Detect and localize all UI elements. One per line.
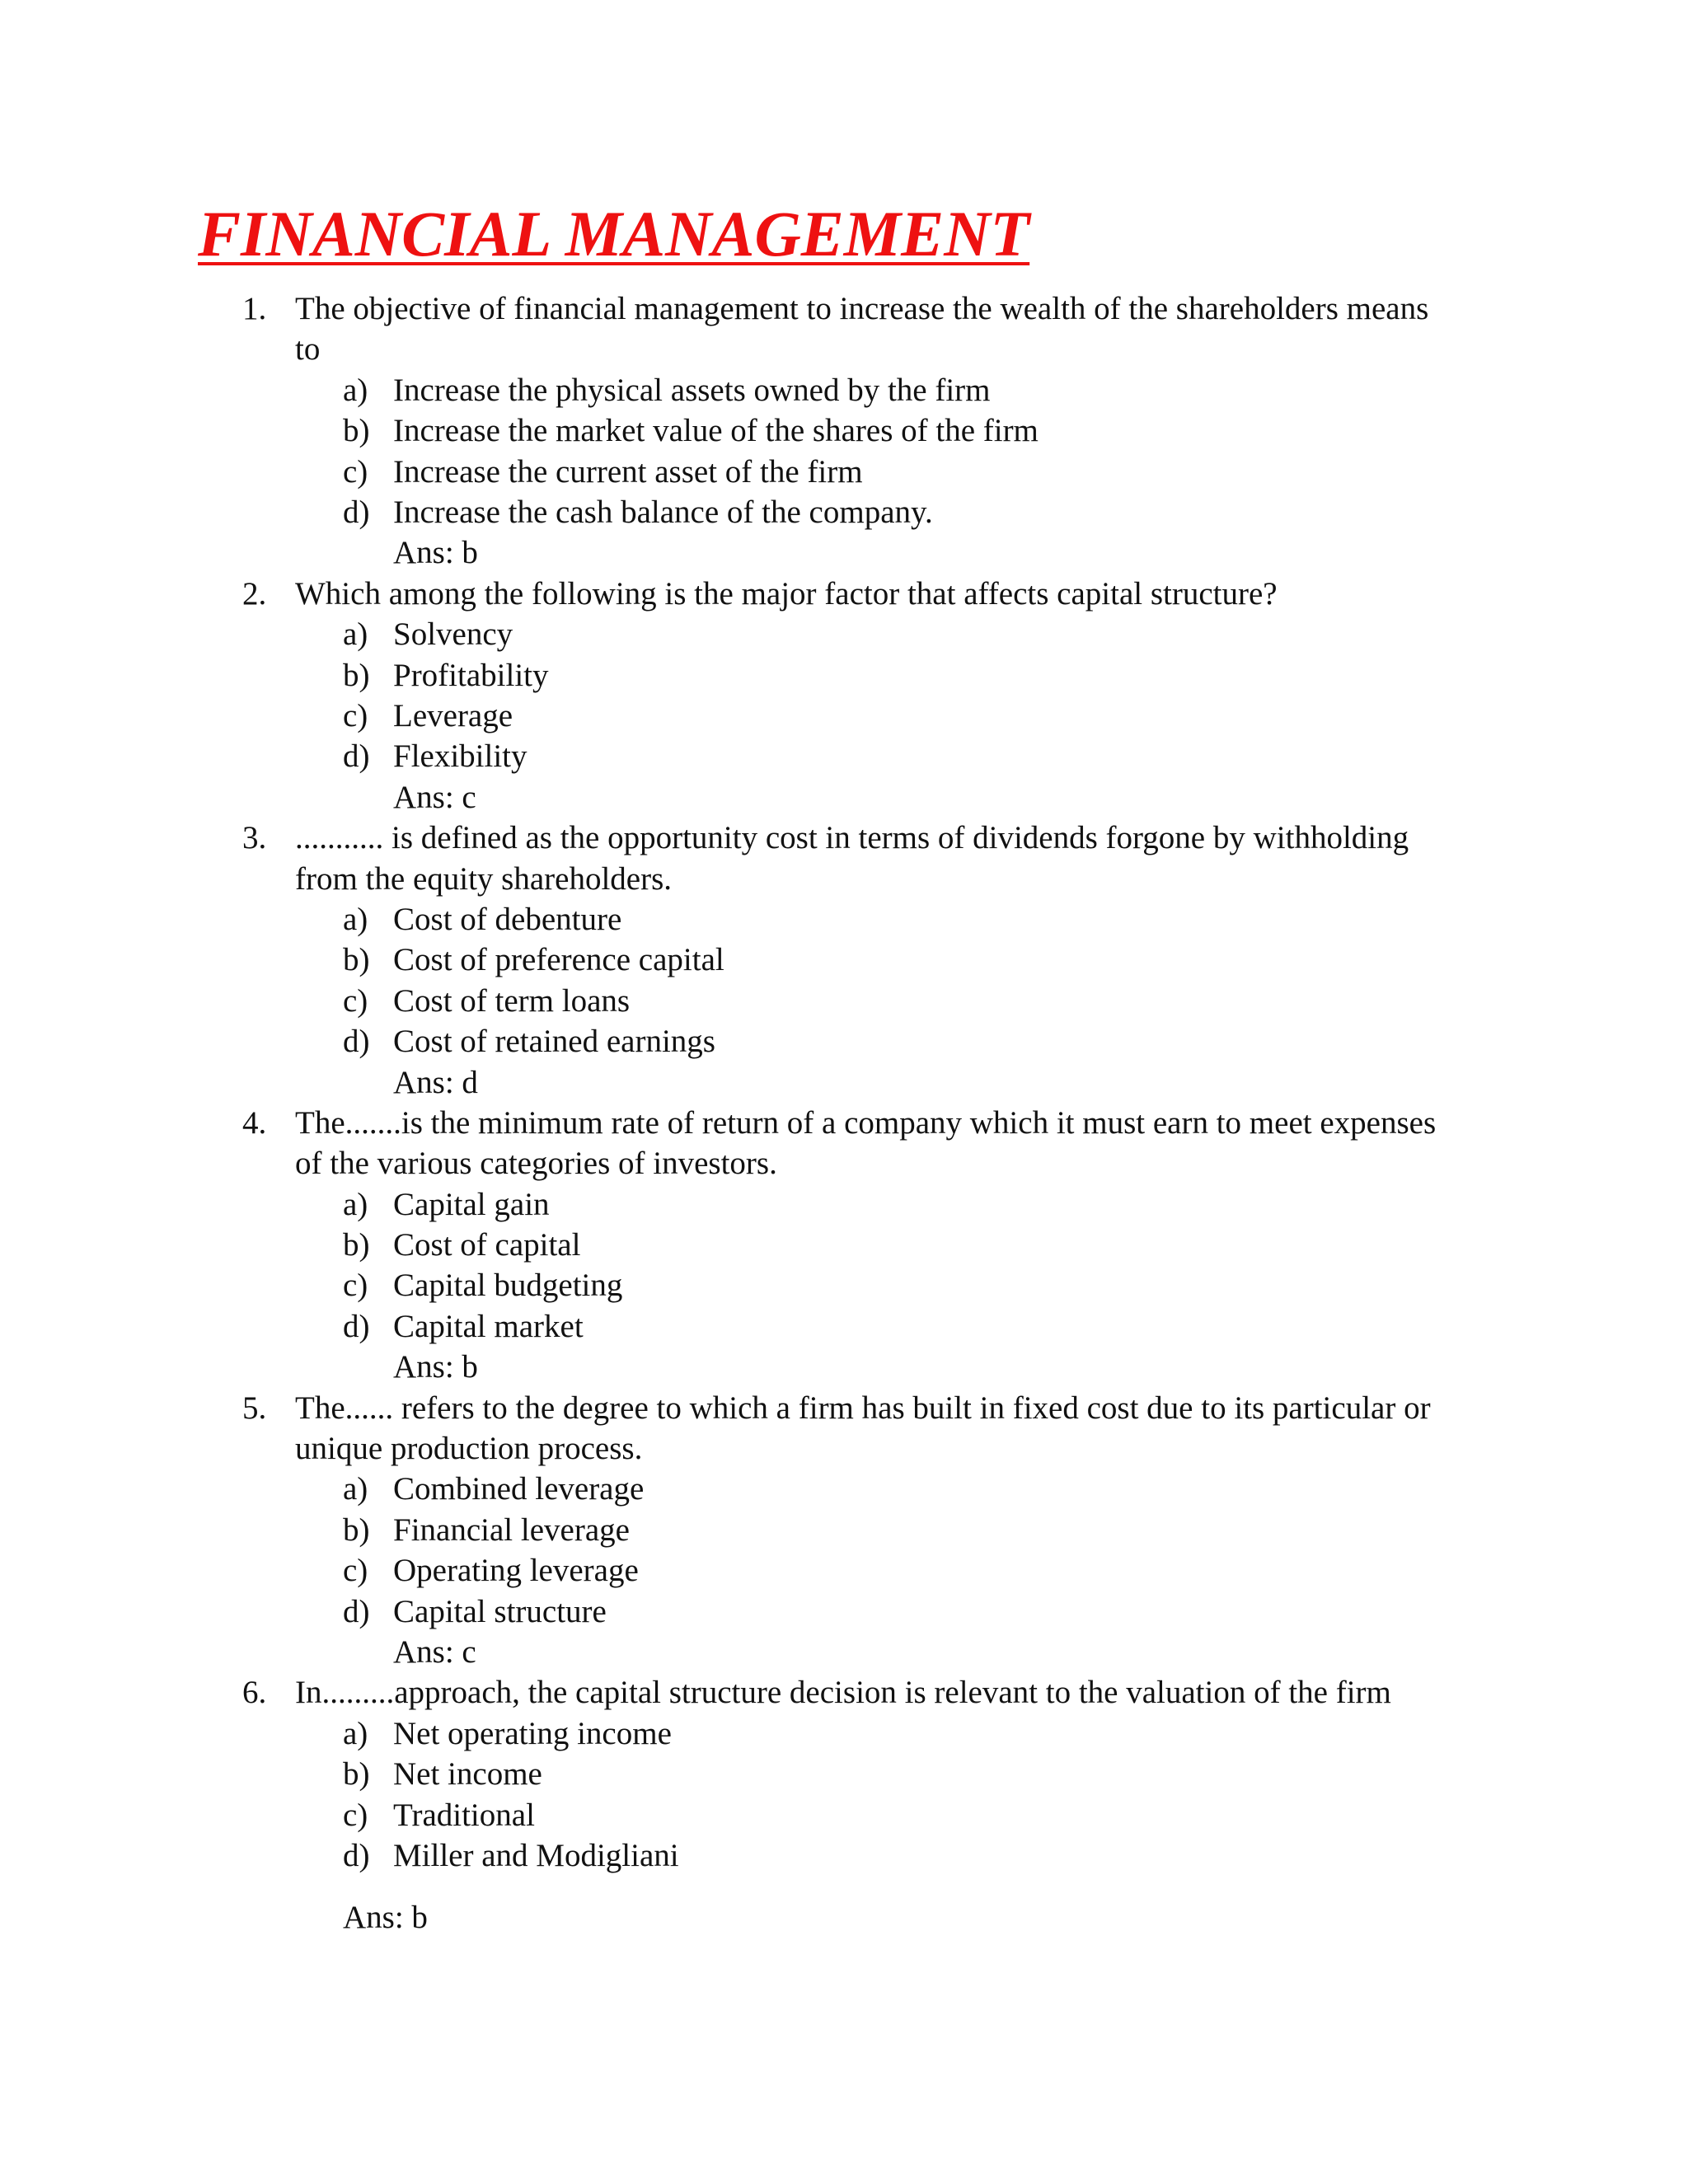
question-text: Which among the following is the major factor that affects capital structure? xyxy=(295,575,1278,612)
option-letter: c) xyxy=(343,697,368,733)
option-text: Capital gain xyxy=(393,1186,550,1222)
option-text: Increase the market value of the shares of the firm xyxy=(393,413,1039,449)
option-list xyxy=(0,614,1688,777)
option-item xyxy=(0,1510,1688,1550)
option-letter: d) xyxy=(343,1024,370,1060)
answer-label: Ans: c xyxy=(393,1634,476,1671)
question-item xyxy=(0,1103,1688,1388)
option-item xyxy=(0,1835,1688,1876)
option-letter: b) xyxy=(343,413,370,449)
page-title: FINANCIAL MANAGEMENT xyxy=(198,198,1030,269)
option-text: Increase the current asset of the firm xyxy=(393,453,863,490)
option-letter: a) xyxy=(343,616,368,653)
question-item xyxy=(0,288,1688,574)
option-item xyxy=(0,1795,1688,1835)
option-letter: d) xyxy=(343,494,370,530)
option-letter: a) xyxy=(343,1715,368,1751)
option-letter: c) xyxy=(343,982,368,1019)
question-number: 2. xyxy=(242,575,267,612)
option-text: Cost of debenture xyxy=(393,901,622,937)
option-item xyxy=(0,1225,1688,1265)
option-letter: b) xyxy=(343,1511,370,1548)
option-letter: d) xyxy=(343,1838,370,1873)
option-letter: c) xyxy=(343,1553,368,1589)
option-text: Cost of preference capital xyxy=(393,942,724,978)
option-item xyxy=(0,655,1688,696)
question-item xyxy=(0,1672,1688,1938)
option-text: Traditional xyxy=(393,1797,535,1833)
option-item xyxy=(0,940,1688,980)
option-letter: b) xyxy=(343,1227,370,1263)
option-item xyxy=(0,410,1688,451)
option-letter: d) xyxy=(343,1593,370,1629)
option-item xyxy=(0,1713,1688,1754)
option-letter: d) xyxy=(343,1308,370,1344)
option-item xyxy=(0,1184,1688,1225)
option-item xyxy=(0,1021,1688,1062)
option-letter: a) xyxy=(343,901,368,937)
option-letter: a) xyxy=(343,372,368,408)
option-list xyxy=(0,1469,1688,1632)
question-list xyxy=(0,288,1688,1938)
option-text: Miller and Modigliani xyxy=(393,1838,679,1873)
option-text: Financial leverage xyxy=(393,1511,630,1548)
answer-label: Ans: b xyxy=(343,1900,428,1936)
option-letter: d) xyxy=(343,738,370,775)
option-text: Capital structure xyxy=(393,1593,607,1629)
option-item xyxy=(0,492,1688,532)
question-text: The objective of financial management to increase the wealth of the shareholders means to xyxy=(295,291,1429,368)
question-item xyxy=(0,574,1688,818)
option-text: Operating leverage xyxy=(393,1553,639,1589)
question-number: 5. xyxy=(242,1390,267,1426)
question-item xyxy=(0,1388,1688,1673)
option-item xyxy=(0,1469,1688,1509)
option-item xyxy=(0,370,1688,410)
question-number: 4. xyxy=(242,1104,267,1141)
question-item xyxy=(0,818,1688,1103)
answer-label: Ans: b xyxy=(393,535,478,571)
option-list xyxy=(0,899,1688,1062)
answer-label: Ans: b xyxy=(393,1349,478,1385)
option-text: Increase the cash balance of the company. xyxy=(393,494,933,530)
option-item xyxy=(0,614,1688,654)
option-letter: c) xyxy=(343,1797,368,1833)
option-text: Leverage xyxy=(393,697,513,733)
answer-label: Ans: d xyxy=(393,1064,478,1100)
option-letter: b) xyxy=(343,1756,370,1793)
option-item xyxy=(0,1550,1688,1591)
option-item xyxy=(0,899,1688,940)
option-list xyxy=(0,370,1688,533)
question-text: The.......is the minimum rate of return of a company which it must earn to meet expenses of the various categories of investors. xyxy=(295,1104,1437,1182)
option-item xyxy=(0,736,1688,776)
option-list xyxy=(0,1184,1688,1347)
option-text: Cost of term loans xyxy=(393,982,631,1019)
option-text: Capital market xyxy=(393,1308,584,1344)
option-text: Net operating income xyxy=(393,1715,672,1751)
option-text: Capital budgeting xyxy=(393,1268,623,1304)
question-text: The...... refers to the degree to which a firm has built in fixed cost due to its particular or unique production process. xyxy=(295,1390,1431,1467)
option-text: Cost of retained earnings xyxy=(393,1024,715,1060)
option-text: Net income xyxy=(393,1756,542,1793)
option-item xyxy=(0,1265,1688,1305)
question-text: In.........approach, the capital structure decision is relevant to the valuation of the firm xyxy=(295,1675,1391,1711)
option-item xyxy=(0,1591,1688,1632)
option-item xyxy=(0,1306,1688,1347)
question-number: 3. xyxy=(242,820,267,856)
option-letter: b) xyxy=(343,657,370,693)
option-list xyxy=(0,1713,1688,1877)
option-text: Cost of capital xyxy=(393,1227,581,1263)
option-text: Combined leverage xyxy=(393,1471,645,1507)
question-number: 6. xyxy=(242,1675,267,1711)
option-text: Flexibility xyxy=(393,738,528,775)
option-item xyxy=(0,452,1688,492)
option-text: Increase the physical assets owned by the firm xyxy=(393,372,991,408)
answer-label: Ans: c xyxy=(393,779,476,815)
question-text: ........... is defined as the opportunity cost in terms of dividends forgone by withholding from the equity shareholders. xyxy=(295,820,1409,897)
option-letter: c) xyxy=(343,1268,368,1304)
option-item xyxy=(0,981,1688,1021)
option-letter: b) xyxy=(343,942,370,978)
option-item xyxy=(0,696,1688,736)
option-text: Solvency xyxy=(393,616,513,653)
option-item xyxy=(0,1754,1688,1794)
option-letter: c) xyxy=(343,453,368,490)
option-text: Profitability xyxy=(393,657,549,693)
option-letter: a) xyxy=(343,1186,368,1222)
question-number: 1. xyxy=(242,291,267,326)
option-letter: a) xyxy=(343,1471,368,1507)
